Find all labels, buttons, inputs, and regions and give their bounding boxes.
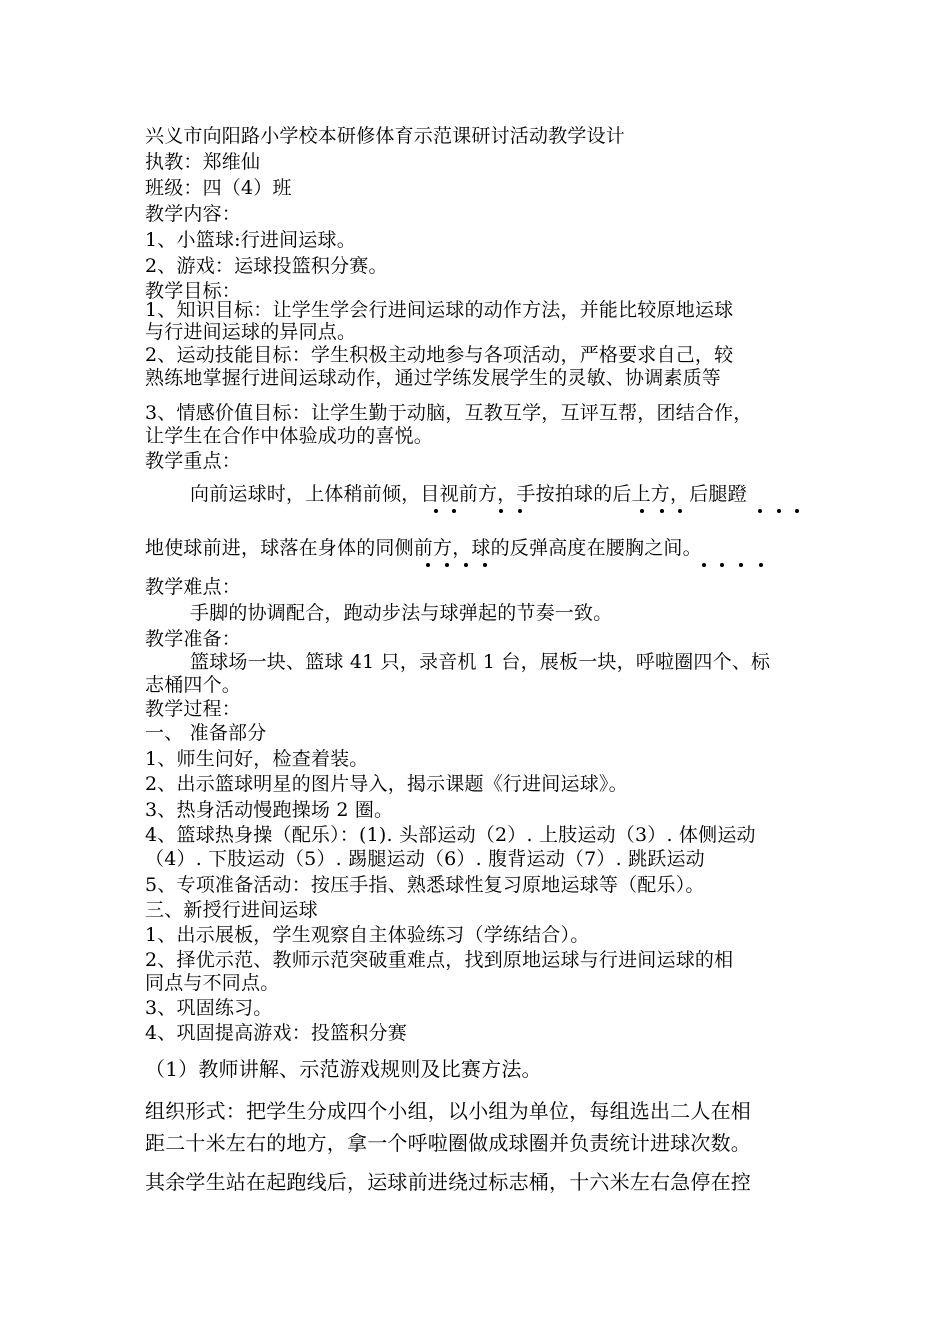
emphasis-dot	[464, 563, 468, 567]
process-part1-item-2: 2、出示篮球明星的图片导入，揭示课题《行进间运球》。	[145, 773, 628, 795]
emphasis-dot	[758, 509, 762, 513]
emphasis-dot	[678, 509, 682, 513]
key-points-line-1: 向前运球时，上体稍前倾，目视前方，手按拍球的后上方，后腿蹬	[190, 483, 747, 505]
organization-line-2: 距二十米左右的地方，拿一个呼啦圈做成球圈并负责统计进球次数。	[145, 1131, 751, 1155]
emphasis-dot	[483, 563, 487, 567]
process-part1-item-4-cont: （4）. 下肢运动（5）. 踢腿运动（6）. 腹背运动（7）. 跳跃运动	[145, 848, 705, 870]
teacher-line: 执教：郑维仙	[145, 151, 261, 173]
emphasis-dot	[445, 563, 449, 567]
difficulty-heading: 教学难点：	[145, 576, 242, 598]
process-part3-item-1: 1、出示展板，学生观察自主体验练习（学练结合）。	[145, 924, 590, 946]
process-part1-item-3: 3、热身活动慢跑操场 2 圈。	[145, 799, 394, 821]
preparation-line-1: 篮球场一块、篮球 41 只，录音机 1 台，展板一块，呼啦圈四个、标	[190, 651, 771, 673]
process-part3-item-2: 2、择优示范、教师示范突破重难点，找到原地运球与行进间运球的相	[145, 949, 734, 971]
content-item-1: 1、小篮球:行进间运球。	[145, 229, 356, 251]
emphasis-dot	[640, 509, 644, 513]
process-part3-title: 三、新授行进间运球	[145, 899, 318, 921]
preparation-heading: 教学准备：	[145, 628, 242, 650]
emphasis-dot	[434, 509, 438, 513]
process-part3-item-4: 4、巩固提高游戏：投篮积分赛	[145, 1022, 407, 1044]
emphasis-dot	[660, 509, 664, 513]
process-part3-item-3: 3、巩固练习。	[145, 997, 273, 1019]
goal-skill-line-1: 2、运动技能目标：学生积极主动地参与各项活动，严格要求自己，较	[145, 344, 734, 366]
goals-heading: 教学目标：	[145, 280, 242, 302]
process-part1-item-5: 5、专项准备活动：按压手指、熟悉球性复习原地运球等（配乐）。	[145, 874, 705, 896]
key-points-heading: 教学重点：	[145, 450, 242, 472]
difficulty-line: 手脚的协调配合，跑动步法与球弹起的节奏一致。	[190, 602, 613, 624]
emphasis-dot	[702, 563, 706, 567]
preparation-line-2: 志桶四个。	[145, 674, 242, 696]
emphasis-dot	[720, 563, 724, 567]
process-part1-item-1: 1、师生问好，检查着装。	[145, 748, 369, 770]
goal-skill-line-2: 熟练地掌握行进间运球动作，通过学练发展学生的灵敏、协调素质等	[145, 367, 722, 389]
game-rule-line: （1）教师讲解、示范游戏规则及比赛方法。	[145, 1057, 542, 1081]
process-part3-item-2-cont: 同点与不同点。	[145, 972, 280, 994]
class-line: 班级：四（4）班	[145, 177, 292, 199]
emphasis-dot	[759, 563, 763, 567]
emphasis-dot	[426, 563, 430, 567]
emphasis-dot	[452, 509, 456, 513]
document-title: 兴义市向阳路小学校本研修体育示范课研讨活动教学设计	[145, 125, 626, 147]
goal-emotion-line-1: 3、情感价值目标：让学生勤于动脑，互教互学，互评互帮，团结合作，	[145, 402, 753, 424]
content-item-2: 2、游戏：运球投篮积分赛。	[145, 255, 388, 277]
goal-knowledge-line-1: 1、知识目标：让学生学会行进间运球的动作方法，并能比较原地运球	[145, 299, 734, 321]
emphasis-dot	[518, 509, 522, 513]
process-part1-title: 一、 准备部分	[145, 722, 267, 744]
process-part1-item-4: 4、篮球热身操（配乐）：(1). 头部运动（2）. 上肢运动（3）. 体侧运动	[145, 824, 756, 846]
organization-line-1: 组织形式：把学生分成四个小组，以小组为单位，每组选出二人在相	[145, 1099, 751, 1123]
goal-knowledge-line-2: 与行进间运球的异同点。	[145, 321, 357, 343]
emphasis-dot	[499, 509, 503, 513]
goal-emotion-line-2: 让学生在合作中体验成功的喜悦。	[145, 425, 434, 447]
emphasis-dot	[795, 509, 799, 513]
emphasis-dot	[777, 509, 781, 513]
key-points-line-2: 地使球前进，球落在身体的同侧前方，球的反弹高度在腰胸之间。	[145, 537, 702, 559]
emphasis-dot	[739, 563, 743, 567]
organization-line-3: 其余学生站在起跑线后，运球前进绕过标志桶，十六米左右急停在控	[145, 1170, 751, 1194]
content-heading: 教学内容：	[145, 203, 242, 225]
process-heading: 教学过程：	[145, 698, 242, 720]
